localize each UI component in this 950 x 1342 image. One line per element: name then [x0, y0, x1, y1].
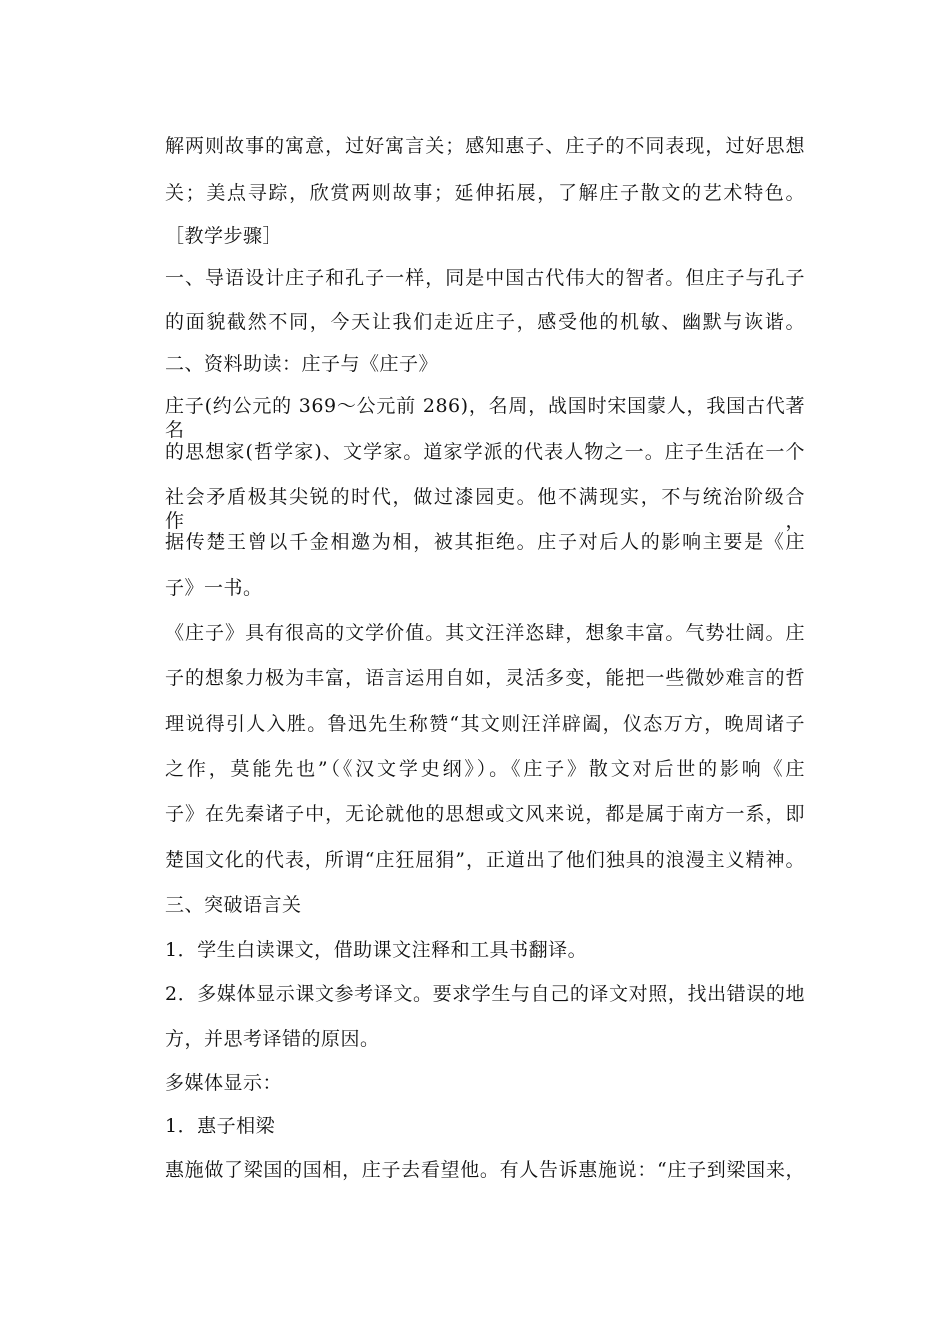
text-line-17: 楚国文化的代表，所谓“庄狂屈狷”，正道出了他们独具的浪漫主义精神。: [165, 849, 805, 871]
section-heading-steps: ［教学步骤］: [165, 225, 283, 247]
text-line-16: 子》在先秦诸子中，无论就他的思想或文风来说，都是属于南方一系，即: [165, 803, 805, 825]
text-line-10: 据传楚王曾以千金相邀为相，被其拒绝。庄子对后人的影响主要是《庄: [165, 531, 805, 553]
text-line-14: 理说得引人入胜。鲁迅先生称赞“其文则汪洋辟阖，仪态万方，晚周诸子: [165, 713, 805, 735]
text-line-13: 子的想象力极为丰富，语言运用自如，灵活多变，能把一些微妙难言的哲: [165, 667, 805, 689]
text-line-11: 子》一书。: [165, 577, 263, 599]
list-item-1: 1．学生白读课文，借助课文注释和工具书翻译。: [165, 939, 588, 961]
text-line-24: 惠施做了梁国的国相，庄子去看望他。有人告诉惠施说：“庄子到梁国来，: [165, 1159, 805, 1181]
list-item-2: 2．多媒体显示课文参考译文。要求学生与自己的译文对照，找出错误的地: [165, 983, 805, 1005]
text-line-5: 的面貌截然不同，今天让我们走近庄子，感受他的机敏、幽默与诙谐。: [165, 311, 805, 333]
text-line-1: 解两则故事的寓意，过好寓言关；感知惠子、庄子的不同表现，过好思想: [165, 135, 805, 157]
text-line-4: 一、导语设计庄子和孔子一样，同是中国古代伟大的智者。但庄子与孔子: [165, 267, 805, 289]
text-line-12: 《庄子》具有很高的文学价值。其文汪洋恣肆，想象丰富。气势壮阔。庄: [165, 622, 805, 644]
text-line-22: 多媒体显示：: [165, 1072, 283, 1094]
subheading-huizi: 1．惠子相梁: [165, 1115, 276, 1137]
text-line-15: 之作，莫能先也”（《汉文学史纲》）。《庄子》散文对后世的影响《庄: [165, 758, 805, 780]
text-line-8: 的思想家(哲学家)、文学家。道家学派的代表人物之一。庄子生活在一个: [165, 441, 805, 463]
section-heading-3: 三、突破语言关: [165, 894, 302, 916]
text-line-21: 方，并思考译错的原因。: [165, 1028, 380, 1050]
text-line-7: 庄子(约公元的 369～公元前 286)，名周，战国时宋国蒙人，我国古代著名: [165, 395, 805, 441]
text-line-9: 社会矛盾极其尖锐的时代，做过漆园吏。他不满现实，不与统治阶级合作，: [165, 486, 805, 532]
section-heading-2: 二、资料助读：庄子与《庄子》: [165, 353, 439, 375]
text-line-2: 关；美点寻踪，欣赏两则故事；延伸拓展，了解庄子散文的艺术特色。: [165, 182, 805, 204]
